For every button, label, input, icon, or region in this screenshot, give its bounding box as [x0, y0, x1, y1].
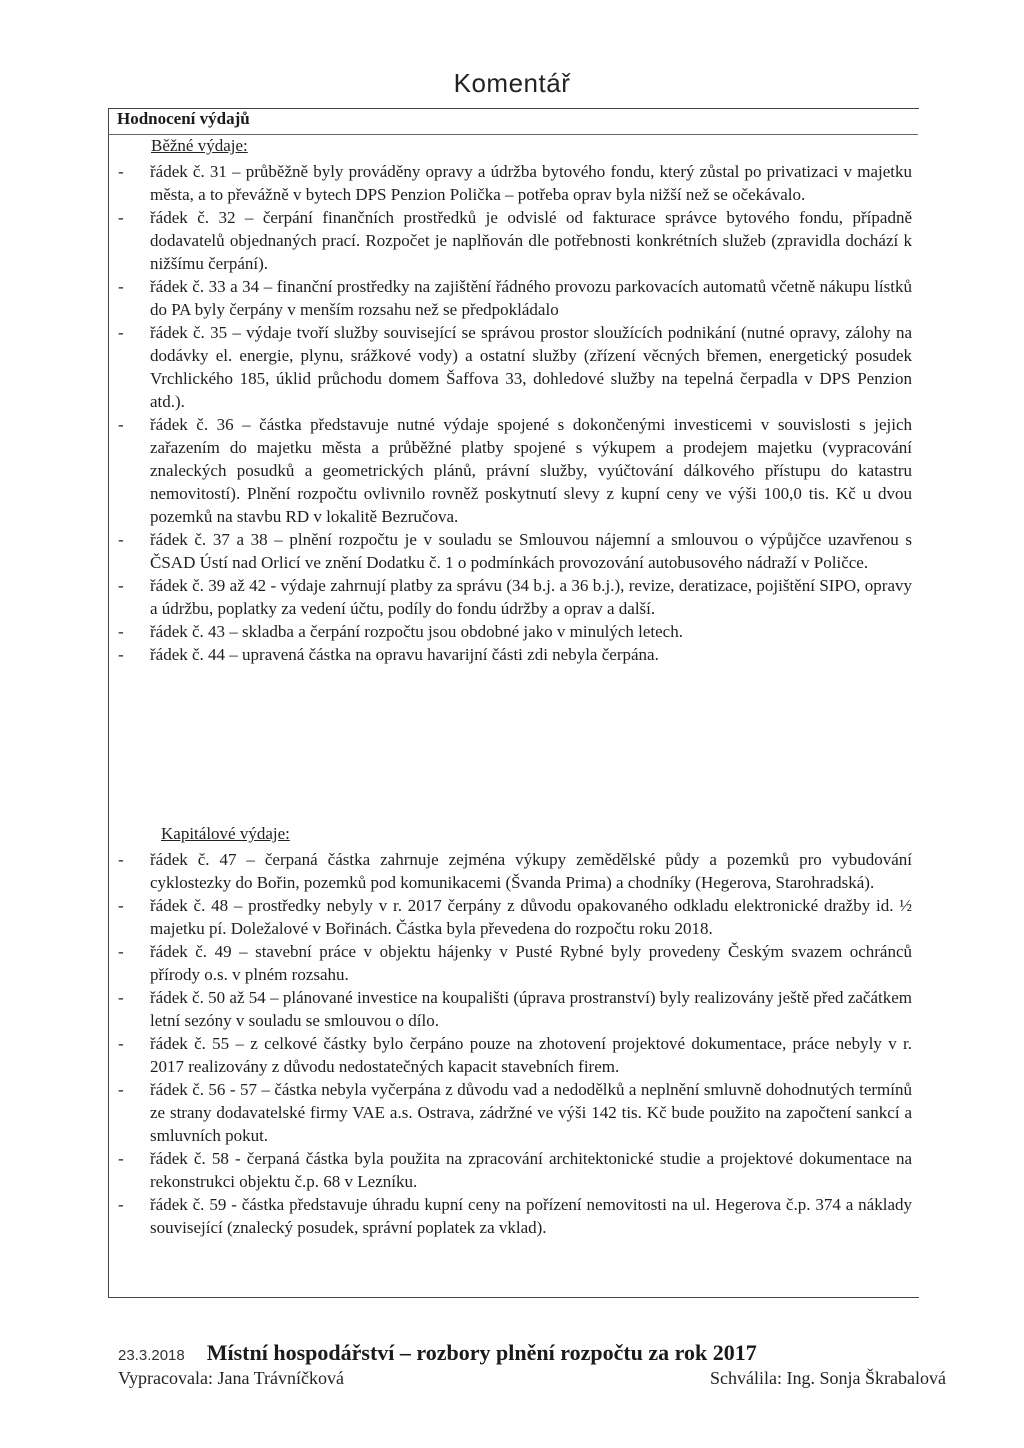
list-item-text: řádek č. 59 - částka představuje úhradu kupní ceny na pořízení nemovitosti na ul. Hegerova č.p. 374 a náklady související (znalecký posudek, správní poplatek za vklad). — [150, 1195, 912, 1237]
list-item-text: řádek č. 33 a 34 – finanční prostředky na zajištění řádného provozu parkovacích automatů včetně nákupu lístků do PA byly čerpány v menším rozsahu než se předpokládalo — [150, 277, 912, 319]
list-item-text: řádek č. 48 – prostředky nebyly v r. 2017 čerpány z důvodu opakovaného odkladu elektronické dražby id. ½ majetku pí. Doležalové v Bořinách. Částka byla převedena do rozpočtu roku 2018. — [150, 896, 912, 938]
running-expenses-list — [118, 160, 912, 666]
list-item: - řádek č. 49 – stavební práce v objektu hájenky v Pusté Rybné byly provedeny Českým svazem ochránců přírody o.s. v plném rozsahu. — [118, 942, 912, 984]
list-item: - řádek č. 43 – skladba a čerpání rozpočtu jsou obdobné jako v minulých letech. — [118, 622, 683, 641]
list-item: - řádek č. 55 – z celkové částky bylo čerpáno pouze na zhotovení projektové dokumentace, práce nebyly v r. 2017 realizovány z důvodu nedostatečných kapacit stavebních firem. — [118, 1034, 912, 1076]
capital-expenses-heading: Kapitálové výdaje: — [161, 824, 290, 843]
list-item-text: řádek č. 56 - 57 – částka nebyla vyčerpána z důvodu vad a nedodělků a neplnění smluvně dohodnutých termínů ze strany dodavatelské firmy VAE a.s. Ostrava, zádržné ve výši 142 tis. Kč bude použito na započtení sankcí a smluvních pokut. — [150, 1080, 912, 1145]
footer-signatures — [118, 1368, 946, 1389]
list-item-text: řádek č. 43 – skladba a čerpání rozpočtu jsou obdobné jako v minulých letech. — [150, 622, 683, 641]
list-item-text: řádek č. 35 – výdaje tvoří služby související se správou prostor sloužících podnikání (nutné opravy, zálohy na dodávky el. energie, plynu, srážkové vody) a ostatní služby (zřízení věcných břemen, energetický posudek Vrchlického 185, úklid průchodu domem Šaffova 33, dohledové služby na tepelná čerpadla v DPS Penzion atd.). — [150, 323, 912, 411]
list-item: - řádek č. 44 – upravená částka na opravu havarijní části zdi nebyla čerpána. — [118, 645, 659, 664]
list-item-text: řádek č. 37 a 38 – plnění rozpočtu je v souladu se Smlouvou nájemní a smlouvou o výpůjčce uzavřenou s ČSAD Ústí nad Orlicí ve znění Dodatku č. 1 o podmínkách provozování autobusového nádraží v Poličce. — [150, 530, 912, 572]
approved-by: Schválila: Ing. Sonja Škrabalová — [710, 1368, 946, 1388]
list-item-text: řádek č. 32 – čerpání finančních prostředků je odvislé od fakturace správce bytového fondu, případně dodavatelů objednaných prací. Rozpočet je naplňován dle potřebnosti konkrétních služeb (zpravidla dochází k nižšímu čerpání). — [150, 208, 912, 273]
list-item: - řádek č. 37 a 38 – plnění rozpočtu je v souladu se Smlouvou nájemní a smlouvou o výpůjčce uzavřenou s ČSAD Ústí nad Orlicí ve znění Dodatku č. 1 o podmínkách provozování autobusového nádraží v Poličce. — [118, 530, 912, 572]
prepared-by: Vypracovala: Jana Trávníčková — [118, 1368, 344, 1388]
list-item: - řádek č. 59 - částka představuje úhradu kupní ceny na pořízení nemovitosti na ul. Hegerova č.p. 374 a náklady související (znalecký posudek, správní poplatek za vklad). — [118, 1195, 912, 1237]
list-item: - řádek č. 50 až 54 – plánované investice na koupališti (úprava prostranství) byly realizovány ještě před začátkem letní sezóny v souladu se smlouvou o dílo. — [118, 988, 912, 1030]
list-item: - řádek č. 31 – průběžně byly prováděny opravy a údržba bytového fondu, který zůstal po privatizaci v majetku města, a to převážně v bytech DPS Penzion Polička – potřeba oprav byla nižší než se očekávalo. — [118, 162, 912, 204]
footer-date: 23.3.2018 — [118, 1347, 185, 1364]
list-item-text: řádek č. 55 – z celkové částky bylo čerpáno pouze na zhotovení projektové dokumentace, práce nebyly v r. 2017 realizovány z důvodu nedostatečných kapacit stavebních firem. — [150, 1034, 912, 1076]
running-expenses-heading: Běžné výdaje: — [151, 136, 248, 155]
list-item: - řádek č. 33 a 34 – finanční prostředky na zajištění řádného provozu parkovacích automatů včetně nákupu lístků do PA byly čerpány v menším rozsahu než se předpokládalo — [118, 277, 912, 319]
footer-title-row — [118, 1340, 757, 1366]
page-header-title: Komentář — [453, 68, 571, 98]
list-item: - řádek č. 56 - 57 – částka nebyla vyčerpána z důvodu vad a nedodělků a neplnění smluvně dohodnutých termínů ze strany dodavatelské firmy VAE a.s. Ostrava, zádržné ve výši 142 tis. Kč bude použito na započtení sankcí a smluvních pokut. — [118, 1080, 912, 1145]
list-item-text: řádek č. 31 – průběžně byly prováděny opravy a údržba bytového fondu, který zůstal po privatizaci v majetku města, a to převážně v bytech DPS Penzion Polička – potřeba oprav byla nižší než se očekávalo. — [150, 162, 912, 204]
list-item: - řádek č. 39 až 42 - výdaje zahrnují platby za správu (34 b.j. a 36 b.j.), revize, deratizace, pojištění SIPO, opravy a údržbu, poplatky za vedení účtu, podíly do fondu údržby a oprav a další. — [118, 576, 912, 618]
section-divider — [108, 134, 918, 135]
list-item-text: řádek č. 39 až 42 - výdaje zahrnují platby za správu (34 b.j. a 36 b.j.), revize, deratizace, pojištění SIPO, opravy a údržbu, poplatky za vedení účtu, podíly do fondu údržby a oprav a další. — [150, 576, 912, 618]
list-item-text: řádek č. 44 – upravená částka na opravu havarijní části zdi nebyla čerpána. — [150, 645, 659, 664]
list-item-text: řádek č. 49 – stavební práce v objektu hájenky v Pusté Rybné byly provedeny Českým svazem ochránců přírody o.s. v plném rozsahu. — [150, 942, 912, 984]
list-item-text: řádek č. 47 – čerpaná částka zahrnuje zejména výkupy zemědělské půdy a pozemků pro vybudování cyklostezky do Bořin, pozemků pod komunikacemi (Švanda Prima) a chodníky (Hegerova, Starohradská). — [150, 850, 912, 892]
list-item: - řádek č. 35 – výdaje tvoří služby související se správou prostor sloužících podnikání (nutné opravy, zálohy na dodávky el. energie, plynu, srážkové vody) a ostatní služby (zřízení věcných břemen, energetický posudek Vrchlického 185, úklid průchodu domem Šaffova 33, dohledové služby na tepelná čerpadla v DPS Penzion atd.). — [118, 323, 912, 411]
footer-title: Místní hospodářství – rozbory plnění rozpočtu za rok 2017 — [206, 1340, 757, 1365]
list-item-text: řádek č. 36 – částka představuje nutné výdaje spojené s dokončenými investicemi v souvislosti s jejich zařazením do majetku města a průběžné platby spojené s výkupem a prodejem majetku (vypracování znaleckých posudků a geometrických plánů, právní služby, vyúčtování dálkového přístupu do katastru nemovitostí). Plnění rozpočtu ovlivnilo rovněž poskytnutí slevy z kupní ceny ve výši 100,0 tis. Kč u dvou pozemků na stavbu RD v lokalitě Bezručova. — [150, 415, 912, 526]
list-item: - řádek č. 32 – čerpání finančních prostředků je odvislé od fakturace správce bytového fondu, případně dodavatelů objednaných prací. Rozpočet je naplňován dle potřebnosti konkrétních služeb (zpravidla dochází k nižšímu čerpání). — [118, 208, 912, 273]
capital-expenses-list — [118, 848, 912, 1239]
list-item-text: řádek č. 50 až 54 – plánované investice na koupališti (úprava prostranství) byly realizovány ještě před začátkem letní sezóny v souladu se smlouvou o dílo. — [150, 988, 912, 1030]
list-item-text: řádek č. 58 - čerpaná částka byla použita na zpracování architektonické studie a projektové dokumentace na rekonstrukci objektu č.p. 68 v Lezníku. — [150, 1149, 912, 1191]
list-item: - řádek č. 36 – částka představuje nutné výdaje spojené s dokončenými investicemi v souvislosti s jejich zařazením do majetku města a průběžné platby spojené s výkupem a prodejem majetku (vypracování znaleckých posudků a geometrických plánů, právní služby, vyúčtování dálkového přístupu do katastru nemovitostí). Plnění rozpočtu ovlivnilo rovněž poskytnutí slevy z kupní ceny ve výši 100,0 tis. Kč u dvou pozemků na stavbu RD v lokalitě Bezručova. — [118, 415, 912, 526]
list-item: - řádek č. 58 - čerpaná částka byla použita na zpracování architektonické studie a projektové dokumentace na rekonstrukci objektu č.p. 68 v Lezníku. — [118, 1149, 912, 1191]
list-item: - řádek č. 48 – prostředky nebyly v r. 2017 čerpány z důvodu opakovaného odkladu elektronické dražby id. ½ majetku pí. Doležalové v Bořinách. Částka byla převedena do rozpočtu roku 2018. — [118, 896, 912, 938]
list-item: - řádek č. 47 – čerpaná částka zahrnuje zejména výkupy zemědělské půdy a pozemků pro vybudování cyklostezky do Bořin, pozemků pod komunikacemi (Švanda Prima) a chodníky (Hegerova, Starohradská). — [118, 850, 912, 892]
section-title: Hodnocení výdajů — [117, 109, 250, 128]
